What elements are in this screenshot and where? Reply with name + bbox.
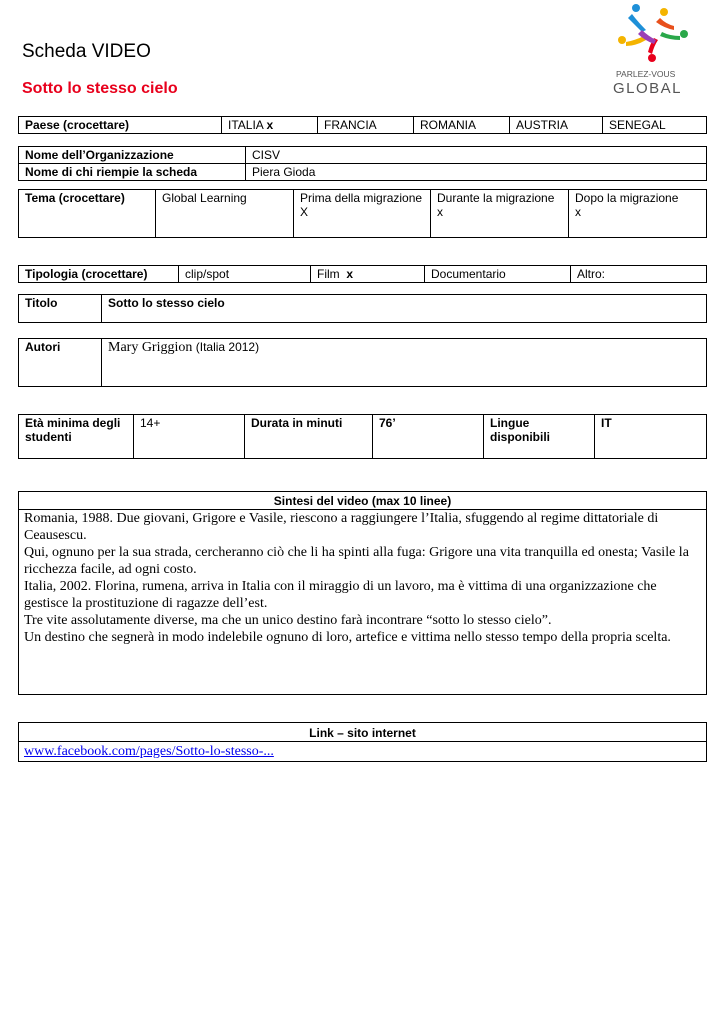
website-link[interactable]: www.facebook.com/pages/Sotto-lo-stesso-... — [24, 744, 274, 759]
link-table — [18, 722, 707, 762]
autori-label: Autori — [19, 339, 102, 387]
paese-table — [18, 116, 707, 134]
compiler-value[interactable]: Piera Gioda — [246, 164, 707, 181]
page-title: Scheda VIDEO — [22, 41, 151, 62]
tema-option-text: Global Learning — [162, 191, 247, 205]
dettagli-table — [18, 414, 707, 459]
sintesi-body[interactable] — [19, 510, 707, 695]
link-cell — [19, 742, 707, 762]
eta-label: Età minima degli studenti — [19, 415, 134, 459]
tema-option-text: Dopo la migrazione — [575, 191, 679, 205]
sintesi-line: Italia, 2002. Florina, rumena, arriva in Italia con il miraggio di un lavoro, ma è vittima di una organizzazione che gestisce la prostituzione di ragazze dell’est. — [24, 579, 657, 611]
sintesi-line: Romania, 1988. Due giovani, Grigore e Vasile, riescono a raggiungere l’Italia, sfuggendo al regime dittatoriale di Ceausescu. — [24, 511, 659, 543]
autori-name: Mary Griggion — [108, 340, 193, 355]
sintesi-line: Qui, ognuno per la sua strada, cercheranno ciò che li ha spinti alla fuga: Grigore una vita tranquilla ed onesta; Vasile la ricchezza facile, ad ogni costo. — [24, 545, 689, 577]
paese-option-senegal[interactable]: SENEGAL — [603, 117, 707, 134]
tipologia-option-film[interactable] — [311, 266, 425, 283]
paese-italia-mark: x — [266, 118, 274, 132]
titolo-value[interactable]: Sotto lo stesso cielo — [102, 295, 707, 323]
logo-figures-icon — [618, 4, 688, 62]
logo-line2: GLOBAL — [613, 80, 683, 97]
autori-table — [18, 338, 707, 387]
tema-option-global-learning[interactable] — [156, 190, 294, 238]
sintesi-table — [18, 491, 707, 695]
sintesi-line: Tre vite assolutamente diverse, ma che un unico destino farà incontrare “sotto lo stesso cielo”. — [24, 613, 552, 628]
tema-option-dopo[interactable] — [569, 190, 707, 238]
tema-label: Tema (crocettare) — [19, 190, 156, 238]
paese-option-romania[interactable]: ROMANIA — [414, 117, 510, 134]
sintesi-line: Un destino che segnerà in modo indelebile ognuno di loro, artefice e vittima nello stesso tempo della propria scelta. — [24, 630, 671, 645]
tema-option-text: Prima della migrazione — [300, 191, 423, 205]
logo-line1: PARLEZ-VOUS — [616, 69, 676, 79]
paese-option-francia[interactable]: FRANCIA — [318, 117, 414, 134]
org-label: Nome dell’Organizzazione — [19, 147, 246, 164]
tipologia-film-mark: x — [346, 267, 354, 281]
parlez-vous-global-logo — [608, 0, 698, 100]
titolo-table — [18, 294, 707, 323]
paese-label: Paese (crocettare) — [19, 117, 222, 134]
page-subtitle: Sotto lo stesso cielo — [22, 80, 178, 97]
eta-value[interactable]: 14+ — [134, 415, 245, 459]
autori-value[interactable] — [102, 339, 707, 387]
link-header: Link – sito internet — [19, 723, 707, 742]
tipologia-label: Tipologia (crocettare) — [19, 266, 179, 283]
tema-table — [18, 189, 707, 238]
org-value[interactable]: CISV — [246, 147, 707, 164]
tema-option-text: Durante la migrazione — [437, 191, 555, 205]
sintesi-header: Sintesi del video (max 10 linee) — [19, 492, 707, 510]
compiler-label: Nome di chi riempie la scheda — [19, 164, 246, 181]
tema-option-durante[interactable] — [431, 190, 569, 238]
tipologia-option-documentario[interactable]: Documentario — [425, 266, 571, 283]
tema-option-mark: x — [575, 205, 581, 219]
durata-label: Durata in minuti — [245, 415, 373, 459]
paese-option-austria[interactable]: AUSTRIA — [510, 117, 603, 134]
paese-option-label: ITALIA — [228, 118, 264, 132]
tema-option-mark: X — [300, 205, 309, 219]
tipologia-option-clip[interactable]: clip/spot — [179, 266, 311, 283]
tipologia-option-altro[interactable]: Altro: — [571, 266, 707, 283]
tipologia-option-label: Film — [317, 267, 340, 281]
lingue-label: Lingue disponibili — [484, 415, 595, 459]
durata-value[interactable]: 76’ — [373, 415, 484, 459]
tema-option-prima[interactable] — [294, 190, 431, 238]
tema-option-mark: x — [437, 205, 443, 219]
tipologia-table — [18, 265, 707, 283]
paese-option-italia[interactable] — [222, 117, 318, 134]
organizzazione-table — [18, 146, 707, 181]
titolo-label: Titolo — [19, 295, 102, 323]
lingue-value[interactable]: IT — [595, 415, 707, 459]
autori-detail: (Italia 2012) — [195, 340, 260, 354]
